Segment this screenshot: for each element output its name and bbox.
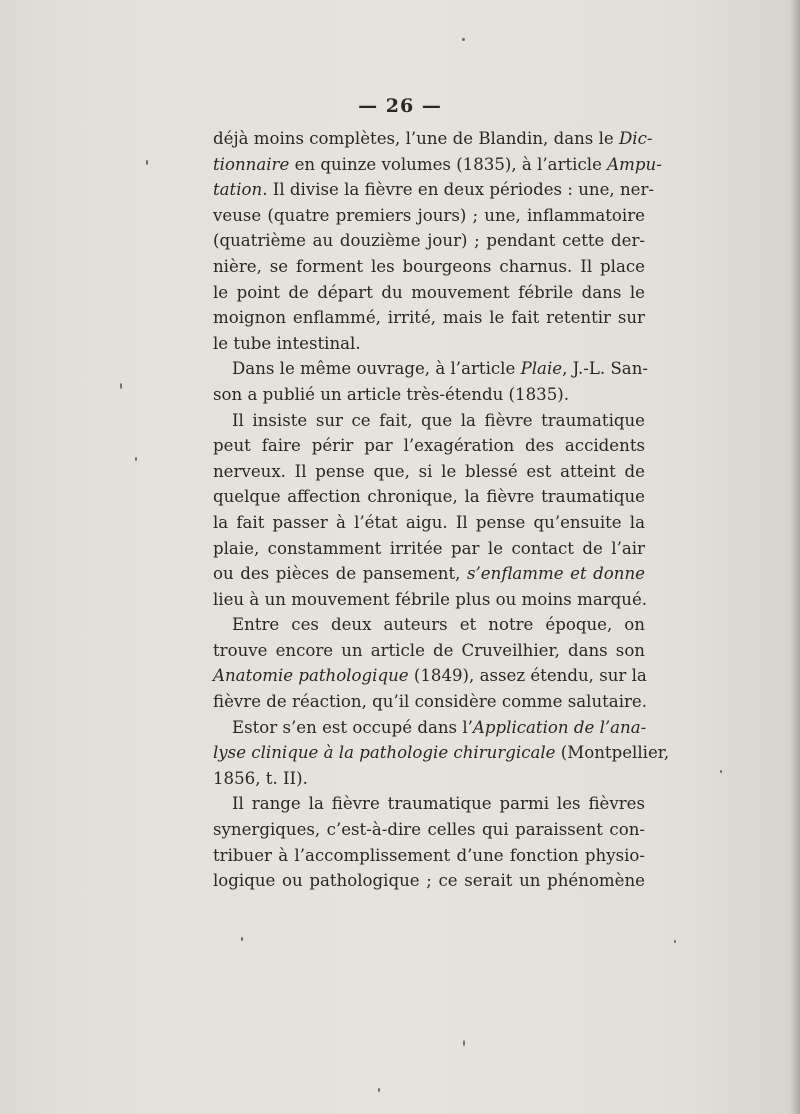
text-line bbox=[213, 152, 662, 178]
italic-text: lyse clinique à la pathologie chirurgicale bbox=[213, 743, 556, 763]
text-line bbox=[213, 510, 645, 536]
text-line bbox=[213, 817, 645, 843]
print-speck bbox=[120, 383, 122, 389]
text-segment: tribuer à l’accomplissement d’une fonction physio- bbox=[213, 845, 645, 865]
text-line bbox=[213, 561, 645, 587]
text-segment: plaie, constamment irritée par le contact de l’air bbox=[213, 538, 645, 558]
print-speck bbox=[146, 160, 148, 165]
text-line bbox=[213, 766, 645, 792]
text-segment: son a publié un article très-étendu (1835). bbox=[213, 384, 569, 404]
text-line bbox=[213, 459, 645, 485]
print-speck bbox=[462, 38, 465, 41]
text-line bbox=[213, 868, 645, 894]
text-line bbox=[213, 433, 645, 459]
text-segment: logique ou pathologique ; ce serait un phénomène bbox=[213, 871, 645, 891]
text-segment: Dans le même ouvrage, à l’article bbox=[232, 359, 521, 379]
text-segment: quelque affection chronique, la fièvre traumatique bbox=[213, 487, 645, 507]
text-segment: lieu à un mouvement fébrile plus ou moins marqué. bbox=[213, 589, 648, 609]
text-line bbox=[213, 356, 648, 382]
text-segment: moignon enflammé, irrité, mais le fait retentir sur bbox=[213, 308, 645, 328]
text-line bbox=[213, 305, 645, 331]
text-line bbox=[213, 612, 645, 638]
italic-text: Ampu- bbox=[607, 154, 662, 174]
text-line bbox=[213, 689, 648, 715]
text-segment: Entre ces deux auteurs et notre époque, on bbox=[232, 615, 645, 635]
text-line bbox=[213, 177, 654, 203]
print-speck bbox=[135, 457, 137, 461]
print-speck bbox=[720, 770, 722, 773]
text-segment: . Il divise la fièvre en deux périodes : une, ner- bbox=[262, 180, 654, 200]
text-line bbox=[213, 126, 653, 152]
page-number: — 26 — bbox=[358, 95, 442, 117]
text-segment: fièvre de réaction, qu’il considère comme salutaire. bbox=[213, 692, 648, 712]
text-line bbox=[213, 740, 670, 766]
italic-text: s’enflamme et donne bbox=[467, 564, 645, 584]
text-segment: 1856, t. II). bbox=[213, 768, 308, 788]
italic-text: Anatomie pathologique bbox=[213, 666, 409, 686]
print-speck bbox=[378, 1088, 380, 1092]
text-segment: le tube intestinal. bbox=[213, 333, 361, 353]
print-speck bbox=[674, 940, 676, 943]
page-edge-shadow bbox=[790, 0, 800, 1114]
text-line bbox=[213, 280, 645, 306]
text-line bbox=[213, 228, 645, 254]
text-line bbox=[213, 203, 645, 229]
italic-text: tation bbox=[213, 180, 263, 200]
text-segment: la fait passer à l’état aigu. Il pense qu’ensuite la bbox=[213, 512, 645, 532]
text-segment: veuse (quatre premiers jours) ; une, inflammatoire bbox=[213, 205, 645, 225]
text-segment: le point de départ du mouvement fébrile dans le bbox=[213, 282, 645, 302]
text-segment: déjà moins complètes, l’une de Blandin, dans le bbox=[213, 129, 619, 148]
italic-text: Plaie bbox=[520, 359, 563, 379]
body-text bbox=[213, 126, 670, 894]
text-segment: synergiques, c’est-à-dire celles qui paraissent con- bbox=[213, 820, 645, 840]
print-speck bbox=[241, 937, 243, 941]
text-line bbox=[213, 408, 645, 434]
text-segment: peut faire périr par l’exagération des accidents bbox=[213, 436, 645, 456]
italic-text: Application de l’ana- bbox=[472, 717, 647, 737]
text-line bbox=[213, 536, 645, 562]
text-line bbox=[213, 484, 645, 510]
text-segment: (1849), assez étendu, sur la bbox=[408, 666, 647, 686]
text-line bbox=[213, 254, 645, 280]
text-line bbox=[213, 382, 645, 408]
text-segment: trouve encore un article de Cruveilhier, dans son bbox=[213, 640, 645, 660]
print-speck bbox=[463, 1040, 465, 1046]
text-line bbox=[213, 791, 645, 817]
text-segment: (Montpellier, bbox=[555, 743, 670, 763]
text-line bbox=[213, 587, 648, 613]
text-line bbox=[213, 638, 645, 664]
italic-text: tionnaire bbox=[213, 154, 290, 174]
text-segment: ou des pièces de pansement, bbox=[213, 564, 468, 584]
text-segment: Il insiste sur ce fait, que la fièvre traumatique bbox=[232, 410, 645, 430]
italic-text: Dic- bbox=[619, 129, 653, 148]
text-segment: nerveux. Il pense que, si le blessé est atteint de bbox=[213, 461, 645, 481]
text-segment: , J.-L. San- bbox=[562, 359, 648, 379]
text-line bbox=[213, 331, 645, 357]
text-segment: Il range la fièvre traumatique parmi les fièvres bbox=[232, 794, 645, 814]
text-segment: en quinze volumes (1835), à l’article bbox=[289, 154, 608, 174]
text-segment: (quatrième au douzième jour) ; pendant cette der- bbox=[213, 231, 645, 251]
text-segment: Estor s’en est occupé dans l’ bbox=[232, 717, 473, 737]
text-segment: nière, se forment les bourgeons charnus. Il place bbox=[213, 256, 645, 276]
text-line bbox=[213, 843, 645, 869]
text-line bbox=[213, 715, 645, 741]
text-line bbox=[213, 663, 645, 689]
